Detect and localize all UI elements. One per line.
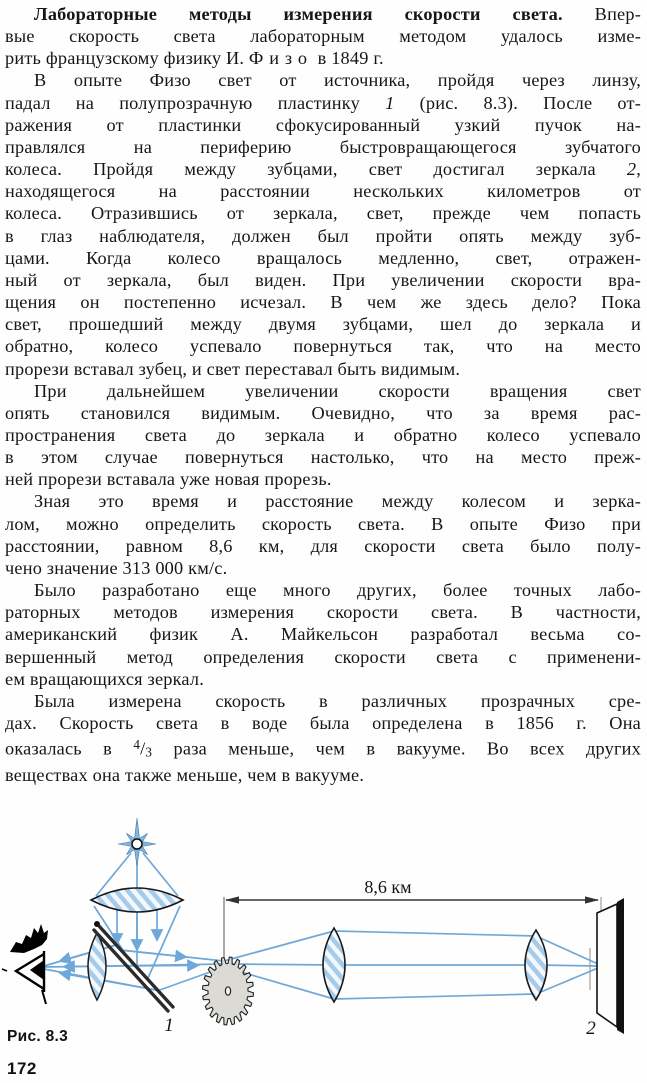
figure-8-3 <box>0 815 647 1083</box>
text-line: свет, прошедший между двумя зубцами, шел до зеркала и <box>5 314 641 335</box>
text-line: падал на полупрозрачную пластинку 1 (рис. 8.3). После от- <box>5 92 642 113</box>
text-line: американский физик А. Майкельсон разработал весьма со- <box>5 624 641 645</box>
text-line: дах. Скорость света в воде была определена в 1856 г. Она <box>5 713 641 733</box>
page-number: 172 <box>7 1059 37 1078</box>
text-line: раторных методов измерения скорости света. В частности, <box>5 602 641 623</box>
text-line: прорези вставал зубец, и свет переставал быть видимым. <box>5 358 461 379</box>
text-line: в глаз наблюдателя, должен был пройти опять между зуб- <box>5 225 641 246</box>
text-line: опять становился видимым. Очевидно, что за время рас- <box>5 402 641 423</box>
objective-lens <box>323 928 345 1002</box>
text-line: ражения от пластинки сфокусированный узкий пучок на- <box>5 114 641 135</box>
text-line: пространения света до зеркала и обратно колесо успевало <box>5 424 641 445</box>
plate-label: 1 <box>164 1015 174 1036</box>
text-line: вершенный метод определения скорости света с применени- <box>5 646 641 667</box>
light-source-star-icon <box>118 818 156 866</box>
observer-eye-icon <box>2 924 48 1004</box>
text-line: цами. Когда колесо вращалось медленно, свет, отражен- <box>5 247 641 268</box>
text-line: колеса. Отразившись от зеркала, свет, прежде чем попасть <box>5 203 641 224</box>
body-text <box>5 3 641 786</box>
text-line: чено значение 313 000 км/с. <box>5 557 228 578</box>
text-line: расстоянии, равном 8,6 км, для скорости света было полу- <box>5 535 641 556</box>
text-line: щения он постепенно исчезал. В чем же здесь дело? Пока <box>5 292 641 313</box>
condenser-lens <box>91 888 183 912</box>
text-line: Зная это время и расстояние между колесом и зерка- <box>34 491 641 512</box>
text-line: ней прорези вставала уже новая прорезь. <box>5 469 332 490</box>
text-line: В опыте Физо свет от источника, пройдя через линзу, <box>34 70 641 91</box>
text-line: ем вращающихся зеркал. <box>5 668 205 689</box>
eyepiece-lens <box>88 933 106 1000</box>
text-line: ный от зеркала, был виден. При увеличении скорости вра- <box>5 269 641 290</box>
mirror-label: 2 <box>586 1018 596 1039</box>
text-line: обратно, колесо успевало повернуться так, что на место <box>5 336 641 357</box>
toothed-wheel <box>203 957 254 1025</box>
distance-label: 8,6 км <box>364 877 412 897</box>
text-line: Была измерена скорость в различных прозрачных сре- <box>34 690 641 711</box>
mirror <box>597 898 624 1034</box>
paragraph <box>5 3 641 69</box>
remote-lens <box>525 930 547 1000</box>
text-line: вые скорость света лабораторным методом удалось изме- <box>5 26 641 47</box>
figure-caption: Рис. 8.3 <box>7 1028 69 1045</box>
text-line: колеса. Пройдя между зубцами, свет достигал зеркала 2, <box>5 159 641 180</box>
paragraph <box>5 579 641 690</box>
paragraph <box>5 490 641 579</box>
paragraph <box>5 69 641 379</box>
text-line: в этом случае повернуться настолько, что на место преж- <box>5 447 641 468</box>
text-line: оказалась в $^4$/3 раза меньше, чем в вакууме. Во всех других <box>5 737 641 760</box>
light-beams <box>44 852 598 999</box>
text-line: веществах она также меньше, чем в вакууме. <box>5 764 365 785</box>
text-line: правлялся на периферию быстровращающегося зубчатого <box>5 136 641 157</box>
text-line: Лабораторные методы измерения скорости света. Впер- <box>34 4 642 24</box>
text-line: лом, можно определить скорость света. В опыте Физо при <box>5 513 641 534</box>
text-line: находящегося на расстоянии нескольких километров от <box>5 181 641 202</box>
paragraph <box>5 380 641 491</box>
text-line: При дальнейшем увеличении скорости вращения свет <box>34 380 641 401</box>
text-line: рить французскому физику И. Физо в 1849 г. <box>5 48 384 69</box>
paragraph <box>5 690 641 786</box>
text-line: Было разработано еще много других, более точных лабо- <box>34 580 641 601</box>
